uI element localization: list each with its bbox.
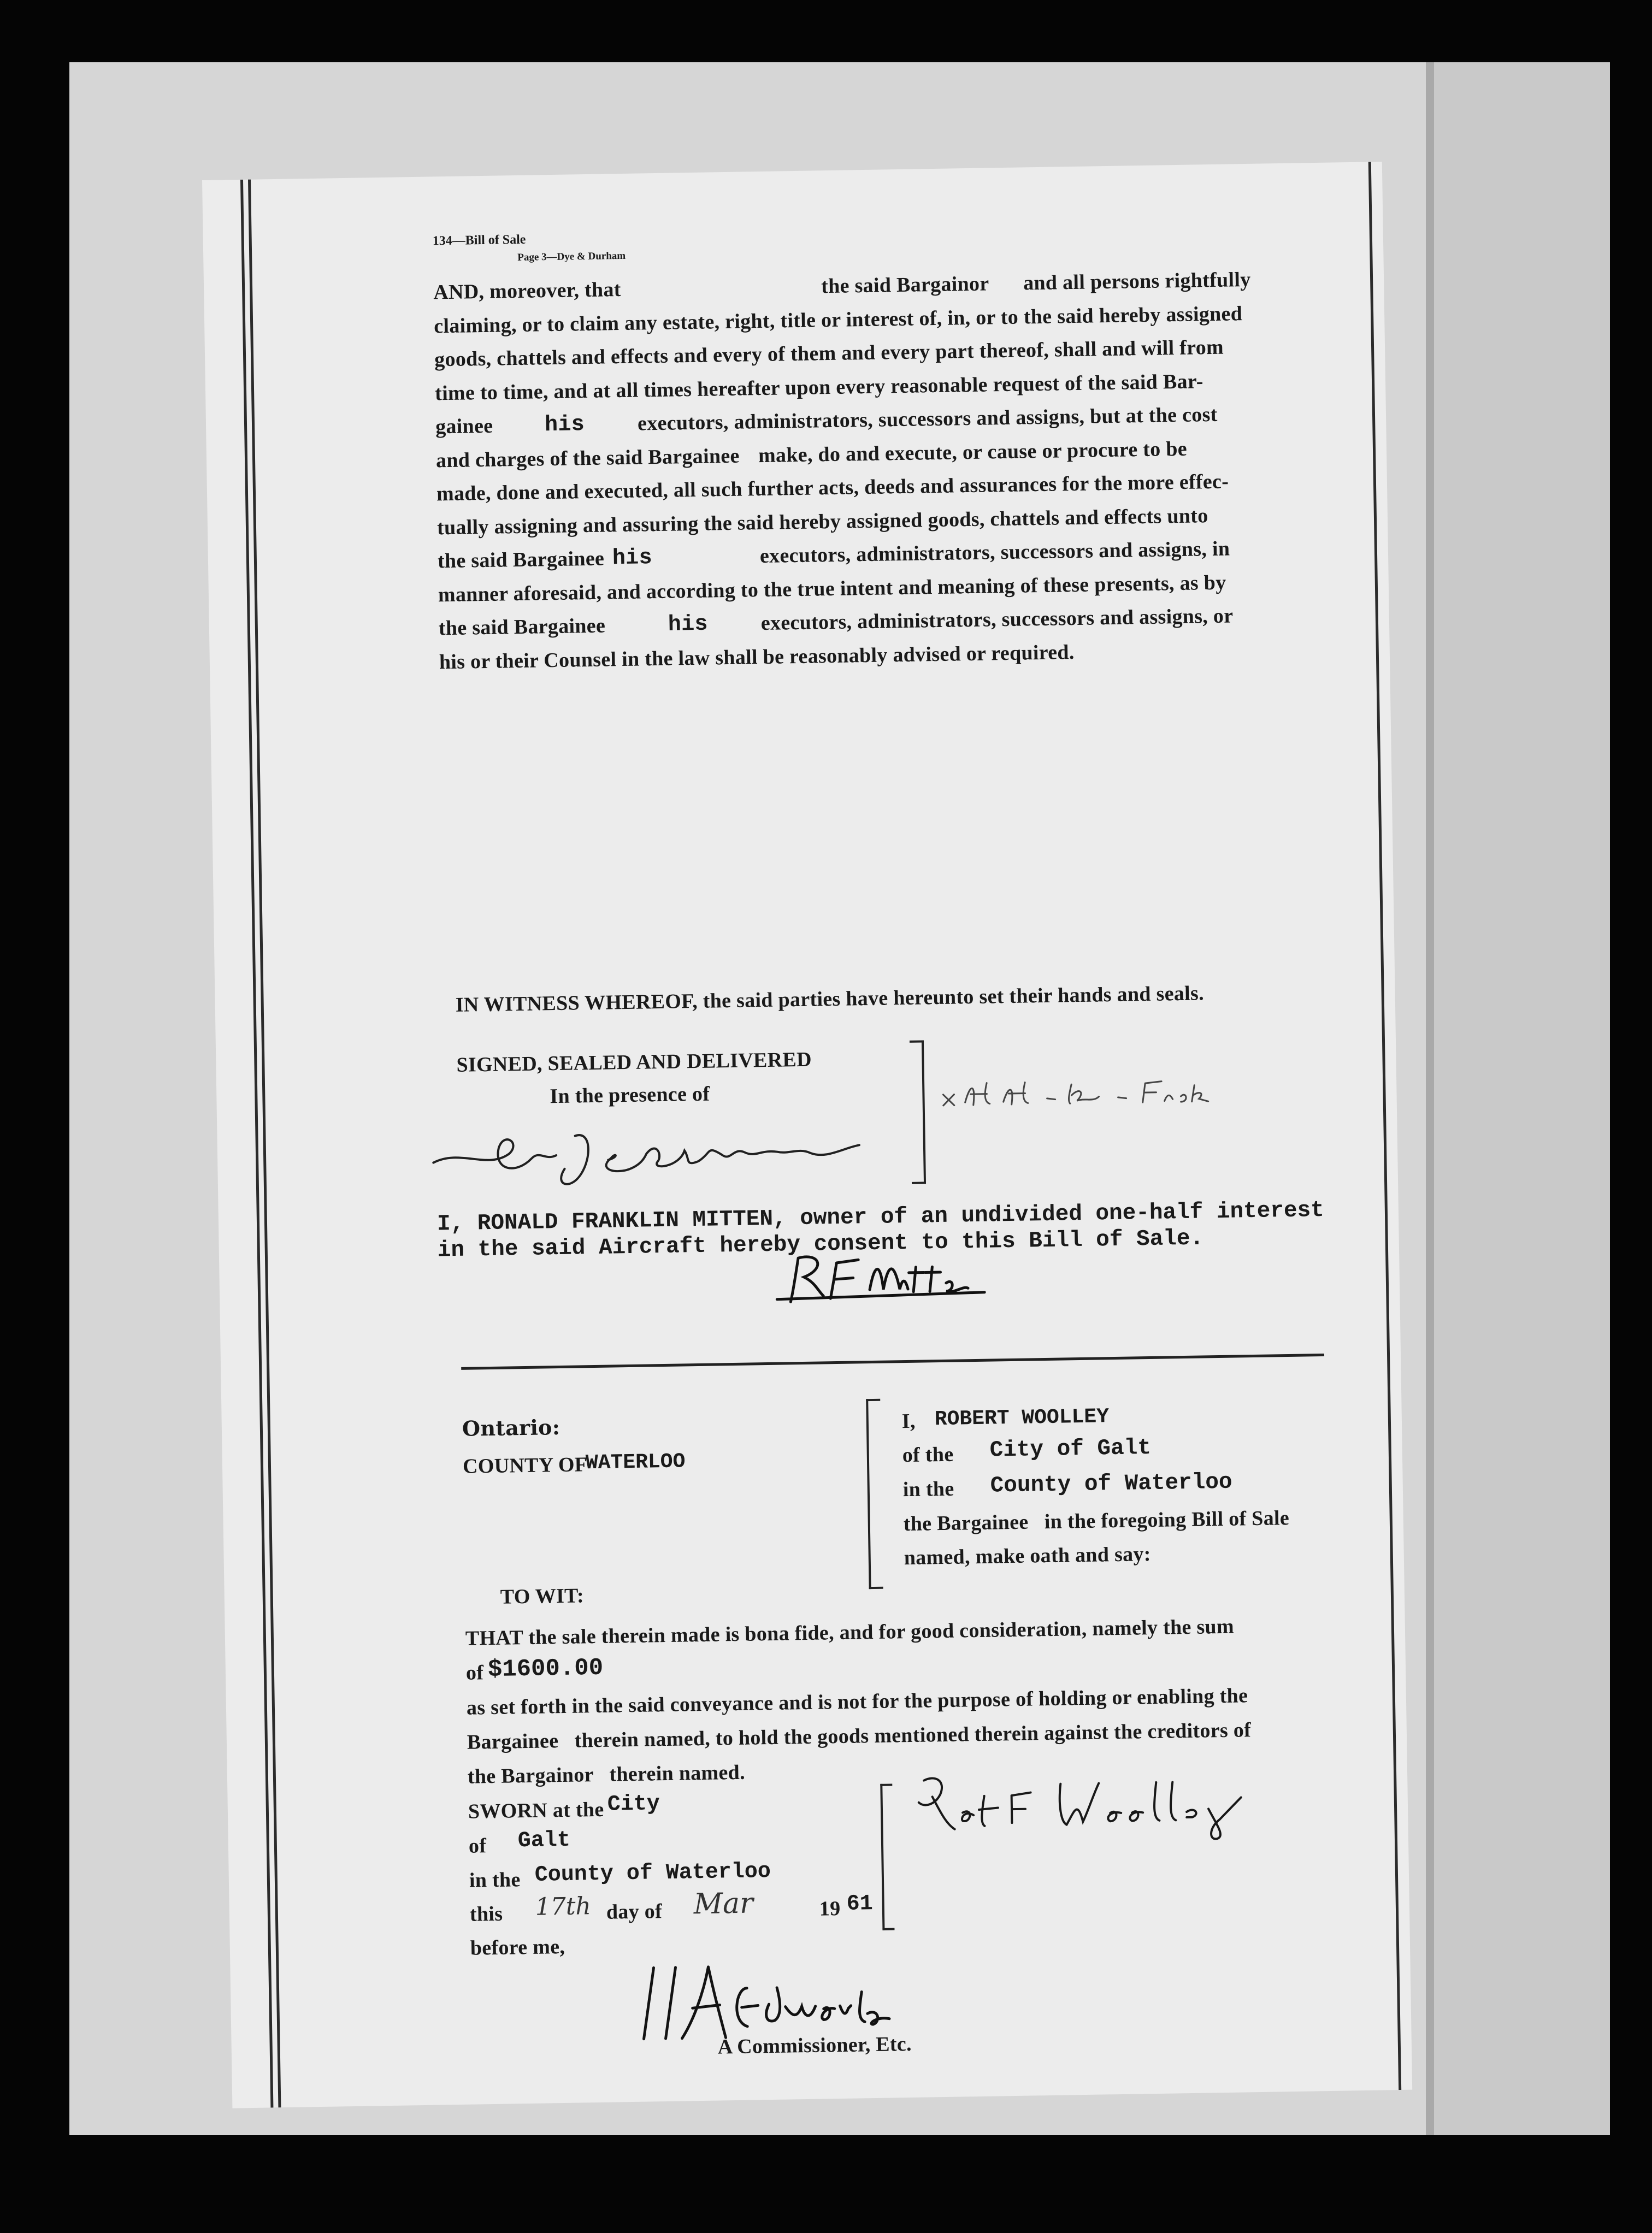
consent-line-2: in the said Aircraft hereby consent to this Bill of Sale.	[437, 1226, 1204, 1263]
month-value: Mar	[693, 1887, 754, 1921]
covenant-line-8-segment-1: tually assigning and assuring the said hereby assigned goods, chattels and effects unto	[436, 504, 1208, 539]
county-value: WATERLOO	[585, 1450, 686, 1475]
covenant-line-9-segment-1: the said Bargainee	[437, 547, 605, 573]
in-the-value: County of Waterloo	[990, 1469, 1232, 1499]
covenant-line-1-segment-3: and all persons rightfully	[1023, 268, 1251, 295]
covenant-line-1-segment-1: AND, moreover, that	[433, 277, 621, 304]
affidavit-brace	[866, 1399, 883, 1589]
sworn-value: City	[607, 1792, 660, 1817]
signed-sealed-label: SIGNED, SEALED AND DELIVERED	[456, 1048, 812, 1077]
covenant-line-5-segment-1: gainee	[435, 414, 493, 439]
sum-prefix: of	[465, 1661, 484, 1685]
covenant-line-11-segment-3: executors, administrators, successors and assigns, or	[760, 604, 1234, 635]
covenant-line-7-segment-1: made, done and executed, all such further acts, deeds and assurances for the more effec-	[436, 470, 1229, 506]
deponent-name: ROBERT WOOLLEY	[934, 1405, 1110, 1432]
of-label: of	[468, 1834, 487, 1858]
conveyance-line-3: the Bargainor therein named.	[467, 1761, 746, 1788]
covenant-line-5-segment-2: his	[544, 412, 585, 438]
covenant-line-2-segment-1: claiming, or to claim any estate, right, title or interest of, in, or to the said hereby assigned	[433, 302, 1243, 338]
deponent-signature	[902, 1758, 1285, 1846]
sworn-label: SWORN at the	[468, 1798, 604, 1823]
page-reference: Page 3—Dye & Durham	[517, 250, 626, 263]
province-label: Ontario:	[462, 1414, 560, 1441]
year-suffix: 61	[846, 1892, 874, 1917]
that-line: THAT the sale therein made is bona fide, and for good consideration, namely the sum	[465, 1615, 1235, 1650]
covenant-line-11-segment-1: the said Bargainee	[438, 614, 606, 640]
conveyance-line-2: Bargainee therein named, to hold the goods mentioned therein against the creditors of	[467, 1718, 1252, 1754]
covenant-line-3-segment-1: goods, chattels and effects and every of them and every part thereof, shall and will from	[434, 335, 1224, 371]
covenant-line-9-segment-2: his	[612, 546, 653, 571]
in-the-label: in the	[902, 1477, 954, 1502]
bargainee-line: the Bargainee in the foregoing Bill of Sale	[903, 1507, 1290, 1536]
covenant-line-10-segment-1: manner aforesaid, and according to the true intent and meaning of these presents, as by	[438, 571, 1226, 606]
presence-label: In the presence of	[550, 1082, 710, 1108]
of-the-label: of the	[902, 1443, 954, 1467]
witness-statement: IN WITNESS WHEREOF, the said parties have hereunto set their hands and seals.	[455, 982, 1205, 1017]
covenant-line-5-segment-3: executors, administrators, successors and assigns, but at the cost	[637, 403, 1218, 435]
covenant-line-1-segment-2: the said Bargainor	[821, 272, 989, 298]
form-number: 134—Bill of Sale	[432, 232, 526, 249]
this-label: this	[469, 1902, 503, 1926]
covenant-line-11-segment-2: his	[668, 612, 709, 637]
witness-brace	[910, 1040, 926, 1184]
covenant-line-6-segment-1: and charges of the said Bargainee	[435, 444, 740, 472]
conveyance-line-1: as set forth in the said conveyance and is not for the purpose of holding or enabling the	[466, 1684, 1248, 1720]
left-margin-rule	[240, 180, 273, 2108]
county-label: COUNTY OF	[462, 1453, 588, 1478]
oath-line: named, make oath and say:	[904, 1543, 1152, 1570]
covenant-line-6-segment-2: make, do and execute, or cause or procure to be	[758, 437, 1188, 467]
bill-of-sale-page	[202, 162, 1412, 2108]
consent-signature	[765, 1244, 996, 1308]
of-value: Galt	[517, 1828, 571, 1854]
covenant-line-4-segment-1: time to time, and at all times hereafter upon every reasonable request of the said Bar-	[434, 369, 1203, 405]
consent-line-1: I, RONALD FRANKLIN MITTEN, owner of an undivided one-half interest	[436, 1197, 1325, 1237]
left-margin-rule-inner	[248, 180, 281, 2108]
in-the-2-label: in the	[469, 1868, 521, 1892]
day-value: 17th	[535, 1892, 592, 1921]
witness-signature	[427, 1104, 876, 1198]
covenant-line-9-segment-3: executors, administrators, successors and assigns, in	[759, 537, 1230, 568]
before-me-label: before me,	[470, 1935, 565, 1960]
to-wit-label: TO WIT:	[500, 1584, 585, 1609]
covenant-line-12-segment-1: his or their Counsel in the law shall be reasonably advised or required.	[439, 640, 1075, 674]
day-of-label: day of	[606, 1900, 663, 1924]
deponent-prefix: I,	[901, 1409, 916, 1433]
of-the-value: City of Galt	[989, 1436, 1152, 1463]
commissioner-title: A Commissioner, Etc.	[717, 2033, 912, 2059]
party-signature	[937, 1068, 1211, 1122]
sum-value: $1600.00	[487, 1654, 604, 1684]
backing-sheet	[1434, 62, 1610, 2135]
in-the-2-value: County of Waterloo	[534, 1859, 771, 1888]
section-divider	[461, 1354, 1324, 1370]
sworn-brace	[880, 1784, 894, 1930]
year-prefix: 19	[819, 1897, 841, 1921]
